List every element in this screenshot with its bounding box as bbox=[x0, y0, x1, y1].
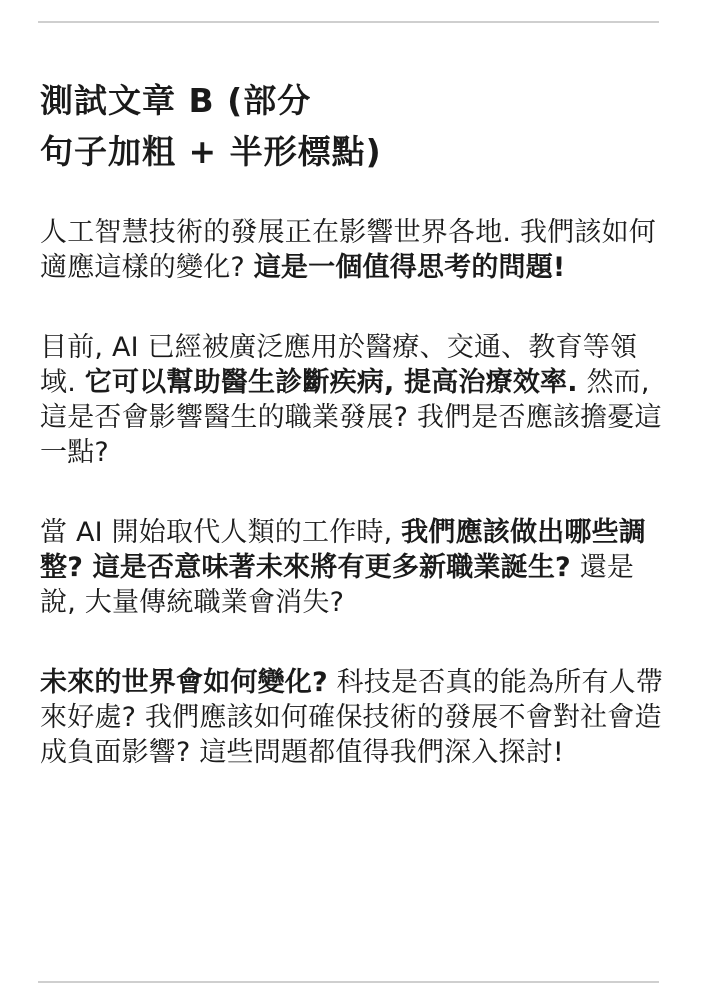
paragraph-4-segment-1-bold: 未來的世界會如何變化? bbox=[40, 667, 328, 698]
title-line-1: 測試文章 B (部分 bbox=[40, 81, 312, 120]
paragraph-3-segment-3: 還是說, 大量傳統職業會消失? bbox=[40, 552, 635, 618]
paragraph-2 bbox=[40, 330, 665, 470]
article-title bbox=[40, 75, 665, 177]
article bbox=[40, 75, 665, 770]
paragraph-4 bbox=[40, 665, 665, 770]
paragraph-2-segment-3: 然而, 這是否會影響醫生的職業發展? 我們是否應該擔憂這一點? bbox=[40, 367, 662, 468]
paragraph-3 bbox=[40, 515, 665, 620]
title-line-2: 句子加粗 + 半形標點) bbox=[40, 132, 382, 171]
paragraph-3-segment-1: 當 AI 開始取代人類的工作時, bbox=[40, 517, 402, 548]
paragraph-2-segment-2-bold: 它可以幫助醫生診斷疾病, 提高治療效率. bbox=[84, 367, 578, 398]
paragraph-1 bbox=[40, 215, 665, 285]
paragraph-1-segment-2-bold: 這是一個值得思考的問題! bbox=[253, 252, 566, 283]
paragraph-2-segment-1: 目前, AI 已經被廣泛應用於醫療、交通、教育等領域. bbox=[40, 332, 638, 398]
bottom-divider bbox=[38, 981, 659, 983]
paragraph-3-segment-2-bold: 我們應該做出哪些調整? 這是否意味著未來將有更多新職業誕生? bbox=[40, 517, 646, 583]
paragraph-4-segment-2: 科技是否真的能為所有人帶來好處? 我們應該如何確保技術的發展不會對社會造成負面影響? 這些問題都值得我們深入探討! bbox=[40, 667, 664, 768]
top-divider bbox=[38, 21, 659, 23]
paragraph-1-segment-1: 人工智慧技術的發展正在影響世界各地. 我們該如何適應這樣的變化? bbox=[40, 217, 656, 283]
